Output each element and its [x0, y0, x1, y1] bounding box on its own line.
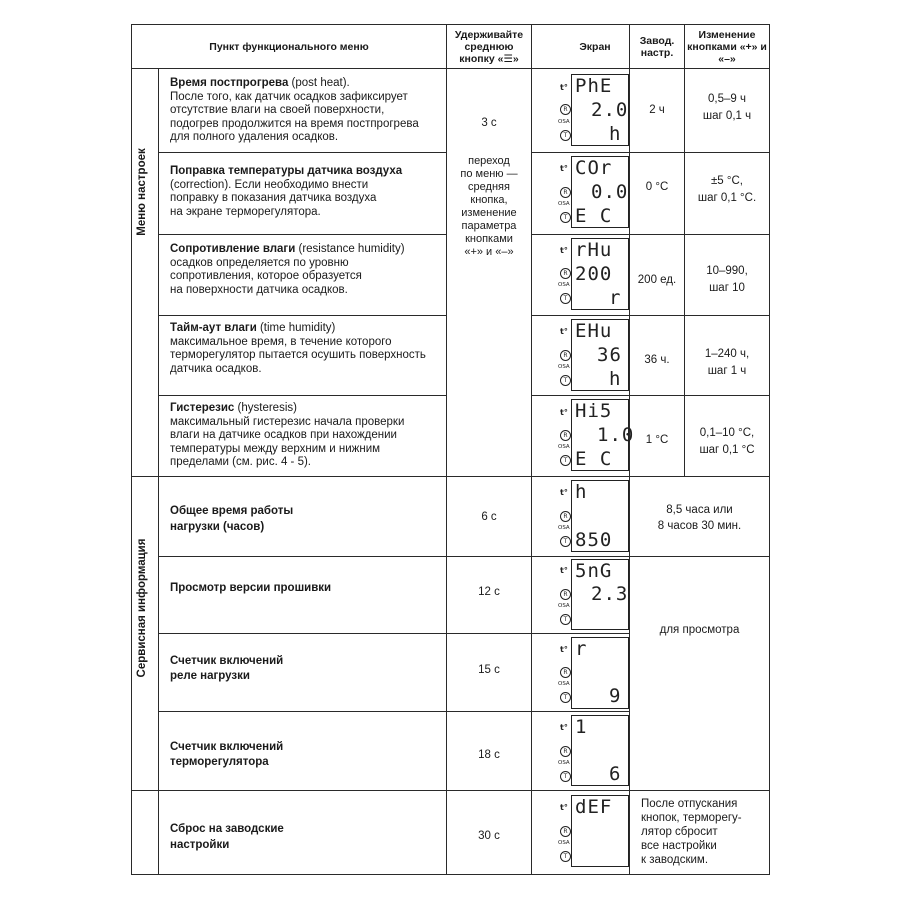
- osa-label: OSA: [558, 760, 570, 766]
- r-icon: R: [560, 187, 571, 198]
- osa-label: OSA: [558, 840, 570, 846]
- row-humidity-resistance-text: (resistance humidity) осадков определяется по уровню сопротивления, которое образуется на поверхности датчика осадков.: [170, 243, 405, 296]
- r-icon: R: [560, 667, 571, 678]
- row-correction-title: Поправка температуры датчика воздуха: [170, 165, 403, 177]
- note-work-hours: 8,5 часа или 8 часов 30 мин.: [657, 504, 742, 532]
- r-icon: R: [560, 268, 571, 279]
- display-firmware-line1: 5nG: [575, 560, 613, 582]
- osa-label: OSA: [558, 681, 570, 687]
- factory-post-heat: 2 ч: [649, 104, 665, 116]
- row-post-heat-text: (post heat). После того, как датчик осадков зафиксирует отсутствие влаги на своей поверхности, подогрев продолжится на время постпрогрева для полного удаления осадков.: [170, 77, 419, 143]
- display-post-heat-line3: h: [609, 123, 622, 145]
- t-icon: T: [560, 130, 571, 141]
- display-relay-count-line3: 9: [609, 685, 622, 707]
- factory-correction: 0 °C: [645, 181, 669, 193]
- factory-hysteresis: 1 °C: [645, 434, 669, 446]
- hold-firmware: 12 с: [478, 586, 500, 598]
- r-icon: R: [560, 589, 571, 600]
- header-hold: Удерживайте среднюю кнопку «☰»: [454, 28, 524, 65]
- factory-humidity-resistance: 200 ед.: [637, 274, 677, 286]
- display-correction-line1: COr: [575, 157, 613, 179]
- row-humidity-timeout-text: (time humidity) максимальное время, в течение которого терморегулятор пытается осушить поверхность датчика осадков.: [170, 322, 426, 375]
- row-humidity-resistance-title: Сопротивление влаги: [170, 243, 296, 255]
- display-work-hours-line3: 850: [575, 529, 613, 551]
- display-relay-count-line1: r: [575, 638, 588, 660]
- t-icon: T: [560, 293, 571, 304]
- display-humidity-timeout-line3: h: [609, 368, 622, 390]
- r-icon: R: [560, 511, 571, 522]
- hold-relay-count: 15 с: [478, 664, 500, 676]
- temp-icon: t°: [560, 645, 568, 654]
- hold-work-hours: 6 с: [481, 511, 497, 523]
- display-hysteresis-line2: 1.0: [597, 424, 635, 446]
- row-humidity-timeout-desc: [170, 322, 446, 376]
- display-post-heat-line1: PhE: [575, 75, 613, 97]
- osa-label: OSA: [558, 525, 570, 531]
- temp-icon: t°: [560, 408, 568, 417]
- t-icon: T: [560, 692, 571, 703]
- row-thermo-count-title: Счетчик включений терморегулятора: [170, 741, 284, 768]
- display-firmware-line2: 2.3: [591, 583, 629, 605]
- change-hysteresis: 0,1–10 °C, шаг 0,1 °C: [699, 427, 755, 456]
- hold-reset: 30 с: [478, 830, 500, 842]
- header-screen: Экран: [579, 40, 611, 53]
- row-relay-count-title: Счетчик включений реле нагрузки: [170, 655, 284, 682]
- temp-icon: t°: [560, 164, 568, 173]
- row-hysteresis-title: Гистерезис: [170, 402, 235, 414]
- change-correction: ±5 °C, шаг 0,1 °C.: [697, 175, 757, 204]
- display-humidity-resistance-line1: rHu: [575, 239, 613, 261]
- r-icon: R: [560, 350, 571, 361]
- change-post-heat: 0,5–9 ч шаг 0,1 ч: [702, 93, 752, 122]
- note-reset: После отпускания кнопок, терморегу- лятор сбросит все настройки к заводским.: [641, 798, 742, 866]
- t-icon: T: [560, 614, 571, 625]
- display-thermo-count-line3: 6: [609, 763, 622, 785]
- t-icon: T: [560, 536, 571, 547]
- display-reset-line1: dEF: [575, 796, 613, 818]
- osa-label: OSA: [558, 364, 570, 370]
- temp-icon: t°: [560, 246, 568, 255]
- row-firmware-title: Просмотр версии прошивки: [170, 582, 332, 594]
- temp-icon: t°: [560, 488, 568, 497]
- change-humidity-timeout: 1–240 ч, шаг 1 ч: [704, 348, 750, 377]
- r-icon: R: [560, 104, 571, 115]
- r-icon: R: [560, 430, 571, 441]
- r-icon: R: [560, 746, 571, 757]
- display-correction-line2: 0.0: [591, 181, 629, 203]
- factory-humidity-timeout: 36 ч.: [644, 354, 670, 366]
- row-work-hours-title: Общее время работы нагрузки (часов): [170, 505, 294, 533]
- hold-post-heat: 3 с: [481, 117, 497, 129]
- osa-label: OSA: [558, 119, 570, 125]
- row-hysteresis-text: (hysteresis) максимальный гистерезис начала проверки влаги на датчике осадков при нахождении температуры между верхним и нижним пределами (см. рис. 4 - 5).: [170, 402, 405, 468]
- t-icon: T: [560, 212, 571, 223]
- temp-icon: t°: [560, 83, 568, 92]
- header-change: Изменение кнопками «+» и «–»: [687, 28, 767, 65]
- row-hysteresis-desc: [170, 402, 444, 470]
- t-icon: T: [560, 455, 571, 466]
- note-view-only: для просмотра: [659, 624, 740, 636]
- row-correction-desc: [170, 165, 444, 219]
- hold-menu-transition: переход по меню — средняя кнопка, изменение параметра кнопками «+» и «–»: [460, 155, 518, 258]
- display-correction-line3: E C: [575, 205, 613, 227]
- display-hysteresis-line3: E C: [575, 448, 613, 470]
- row-post-heat-title: Время постпрогрева: [170, 77, 289, 89]
- t-icon: T: [560, 771, 571, 782]
- r-icon: R: [560, 826, 571, 837]
- change-humidity-resistance: 10–990, шаг 10: [706, 265, 748, 294]
- hold-thermo-count: 18 с: [478, 749, 500, 761]
- group-settings-label: Меню настроек: [136, 148, 148, 236]
- row-post-heat-desc: [170, 77, 444, 145]
- display-thermo-count-line1: 1: [575, 716, 588, 738]
- row-humidity-resistance-desc: [170, 243, 444, 297]
- osa-label: OSA: [558, 201, 570, 207]
- display-humidity-timeout-line2: 36: [597, 344, 622, 366]
- display-post-heat-line2: 2.0: [591, 99, 629, 121]
- group-service-label: Сервисная информация: [136, 538, 148, 678]
- row-reset-title: Сброс на заводские настройки: [170, 823, 284, 851]
- header-factory: Завод. настр.: [639, 34, 675, 59]
- temp-icon: t°: [560, 327, 568, 336]
- t-icon: T: [560, 375, 571, 386]
- display-humidity-timeout-line1: EHu: [575, 320, 613, 342]
- temp-icon: t°: [560, 723, 568, 732]
- temp-icon: t°: [560, 803, 568, 812]
- row-humidity-timeout-title: Тайм-аут влаги: [170, 322, 257, 334]
- osa-label: OSA: [558, 444, 570, 450]
- display-hysteresis-line1: Hi5: [575, 400, 613, 422]
- display-humidity-resistance-line3: r: [609, 287, 622, 309]
- header-menu-item: Пункт функционального меню: [209, 40, 369, 53]
- temp-icon: t°: [560, 566, 568, 575]
- display-work-hours-line1: h: [575, 481, 588, 503]
- osa-label: OSA: [558, 603, 570, 609]
- t-icon: T: [560, 851, 571, 862]
- display-humidity-resistance-line2: 200: [575, 263, 613, 285]
- row-correction-text: (correction). Если необходимо внести поправку в показания датчика воздуха на экране терморегулятора.: [170, 178, 377, 218]
- osa-label: OSA: [558, 282, 570, 288]
